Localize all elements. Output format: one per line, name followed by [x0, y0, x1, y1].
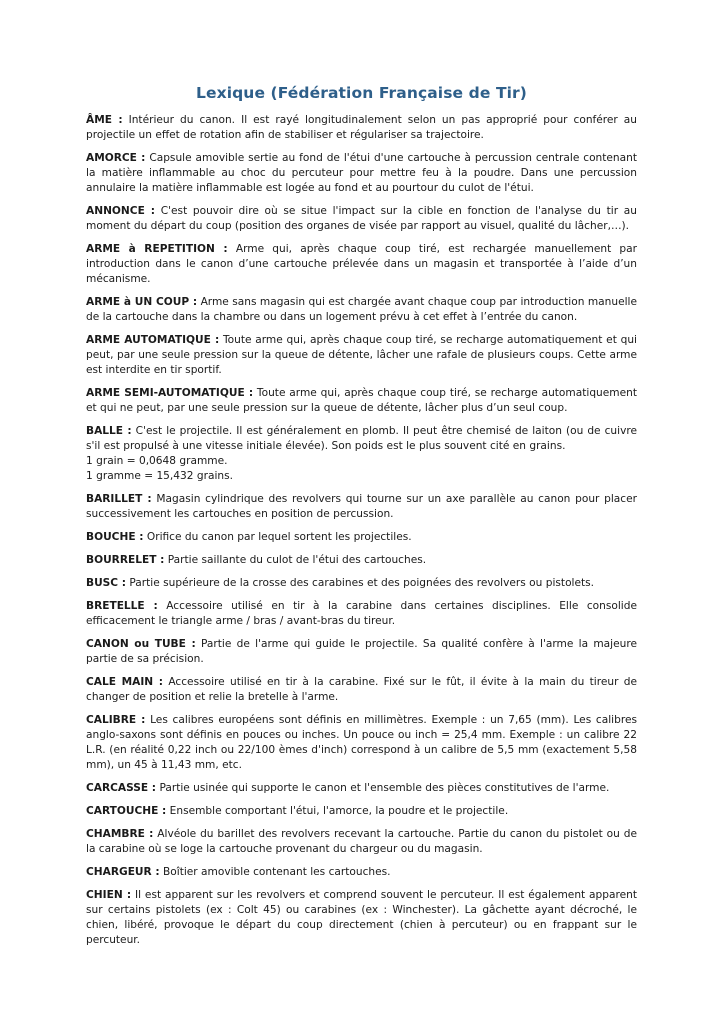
glossary-term: CARCASSE :: [86, 782, 157, 794]
glossary-term: CARTOUCHE :: [86, 805, 167, 817]
glossary-term: ÂME :: [86, 114, 123, 126]
glossary-definition: Il est apparent sur les revolvers et comprend souvent le percuteur. Il est également apparent sur certains pistolets (ex : Colt 45) ou carabines (ex : Winchester). La gâchette ayant décroché, le chien, libéré, provoque le départ du coup directement (chien à percuteur) ou en frappant sur le percuteur.: [86, 889, 637, 946]
glossary-definition: Boîtier amovible contenant les cartouches.: [163, 866, 391, 878]
glossary-entry: [86, 804, 637, 819]
glossary-definition: Partie supérieure de la crosse des carabines et des poignées des revolvers ou pistolets.: [129, 577, 595, 589]
glossary-conversion-line: 1 gramme = 15,432 grains.: [86, 470, 233, 482]
glossary-entry: [86, 888, 637, 948]
glossary-list: [86, 113, 637, 948]
glossary-entry: [86, 530, 637, 545]
glossary-term: CHIEN :: [86, 889, 132, 901]
glossary-term: CHARGEUR :: [86, 866, 160, 878]
glossary-definition: Accessoire utilisé en tir à la carabine. Fixé sur le fût, il évite à la main du tireur de changer de position et relie la bretelle à l'arme.: [86, 676, 638, 703]
glossary-entry: [86, 599, 637, 629]
glossary-entry: [86, 492, 637, 522]
glossary-definition: Arme sans magasin qui est chargée avant chaque coup par introduction manuelle de la cartouche dans la chambre ou dans un logement prévu à cet effet à l’entrée du canon.: [86, 296, 638, 323]
glossary-definition: Alvéole du barillet des revolvers recevant la cartouche. Partie du canon du pistolet ou de la carabine où se loge la cartouche provenant du chargeur ou du magasin.: [86, 828, 638, 855]
glossary-term: CANON ou TUBE :: [86, 638, 196, 650]
glossary-entry: [86, 675, 637, 705]
glossary-definition: Accessoire utilisé en tir à la carabine dans certaines disciplines. Elle consolide efficacement le triangle arme / bras / avant-bras du tireur.: [86, 600, 637, 627]
glossary-definition: Magasin cylindrique des revolvers qui tourne sur un axe parallèle au canon pour placer successivement les cartouches en position de percussion.: [86, 493, 638, 520]
glossary-entry: [86, 204, 637, 234]
glossary-term: CALE MAIN :: [86, 676, 164, 688]
glossary-entry: [86, 295, 637, 325]
glossary-entry: [86, 113, 637, 143]
glossary-term: ARME à REPETITION :: [86, 243, 228, 255]
glossary-definition: Toute arme qui, après chaque coup tiré, se recharge automatiquement et qui ne peut, par une seule pression sur la queue de détente, lâcher plus d’un seul coup.: [86, 387, 637, 414]
glossary-term: ARME à UN COUP :: [86, 296, 198, 308]
glossary-term: AMORCE :: [86, 152, 146, 164]
glossary-entry: [86, 424, 637, 484]
glossary-conversion-line: 1 grain = 0,0648 gramme.: [86, 455, 228, 467]
glossary-term: BUSC :: [86, 577, 127, 589]
glossary-definition: Partie usinée qui supporte le canon et l'ensemble des pièces constitutives de l'arme.: [159, 782, 610, 794]
glossary-definition: Orifice du canon par lequel sortent les projectiles.: [146, 531, 412, 543]
glossary-definition: Toute arme qui, après chaque coup tiré, se recharge automatiquement et qui peut, par une seule pression sur la queue de détente, lâcher une rafale de plusieurs coups. Cette arme est interdite en tir sportif.: [86, 334, 637, 376]
glossary-definition: Partie saillante du culot de l'étui des cartouches.: [167, 554, 427, 566]
glossary-entry: [86, 865, 637, 880]
glossary-definition: C'est pouvoir dire où se situe l'impact sur la cible en fonction de l'analyse du tir au moment du départ du coup (position des organes de visée par rapport au visuel, qualité du lâcher,…).: [86, 205, 637, 232]
glossary-definition: Ensemble comportant l'étui, l'amorce, la poudre et le projectile.: [169, 805, 509, 817]
glossary-definition: C'est le projectile. Il est généralement en plomb. Il peut être chemisé de laiton (ou de cuivre s'il est propulsé à une vitesse initiale élevée). Son poids est le plus souvent cité en grains.: [86, 425, 638, 452]
glossary-term: BOUCHE :: [86, 531, 144, 543]
glossary-term: BRETELLE :: [86, 600, 158, 612]
glossary-term: CHAMBRE :: [86, 828, 154, 840]
glossary-definition: Intérieur du canon. Il est rayé longitudinalement selon un pas approprié pour conférer au projectile un effet de rotation afin de stabiliser et régulariser sa trajectoire.: [86, 114, 638, 141]
glossary-entry: [86, 827, 637, 857]
glossary-entry: [86, 637, 637, 667]
glossary-entry: [86, 386, 637, 416]
glossary-term: BARILLET :: [86, 493, 152, 505]
glossary-entry: [86, 553, 637, 568]
glossary-definition: Partie de l'arme qui guide le projectile. Sa qualité confère à l'arme la majeure partie de sa précision.: [86, 638, 637, 665]
glossary-definition: Les calibres européens sont définis en millimètres. Exemple : un 7,65 (mm). Les calibres anglo-saxons sont définis en pouces ou inches. Un pouce ou inch = 25,4 mm. Exemple : un calibre 22 L.R. (en réalité 0,22 inch ou 22/100 èmes d'inch) correspond à un calibre de 5,5 mm (exactement 5,58 mm), un 45 à 11,43 mm, etc.: [86, 714, 637, 771]
glossary-term: ARME SEMI-AUTOMATIQUE :: [86, 387, 254, 399]
glossary-term: BOURRELET :: [86, 554, 165, 566]
glossary-definition: Capsule amovible sertie au fond de l'étui d'une cartouche à percussion centrale contenant la matière inflammable au choc du percuteur pour mettre feu à la poudre. Dans une percussion annulaire la matière inflammable est logée au fond et au pourtour du culot de l'étui.: [86, 152, 638, 194]
glossary-term: ANNONCE :: [86, 205, 156, 217]
glossary-entry: [86, 333, 637, 378]
glossary-definition: Arme qui, après chaque coup tiré, est rechargée manuellement par introduction dans le canon d’une cartouche prélevée dans un magasin et transportée à l’aide d’un mécanisme.: [86, 243, 637, 285]
glossary-term: ARME AUTOMATIQUE :: [86, 334, 220, 346]
glossary-entry: [86, 242, 637, 287]
page-title: Lexique (Fédération Française de Tir): [196, 84, 527, 102]
glossary-entry: [86, 576, 637, 591]
glossary-entry: [86, 781, 637, 796]
glossary-entry: [86, 151, 637, 196]
glossary-entry: [86, 713, 637, 773]
glossary-term: BALLE :: [86, 425, 132, 437]
glossary-term: CALIBRE :: [86, 714, 146, 726]
